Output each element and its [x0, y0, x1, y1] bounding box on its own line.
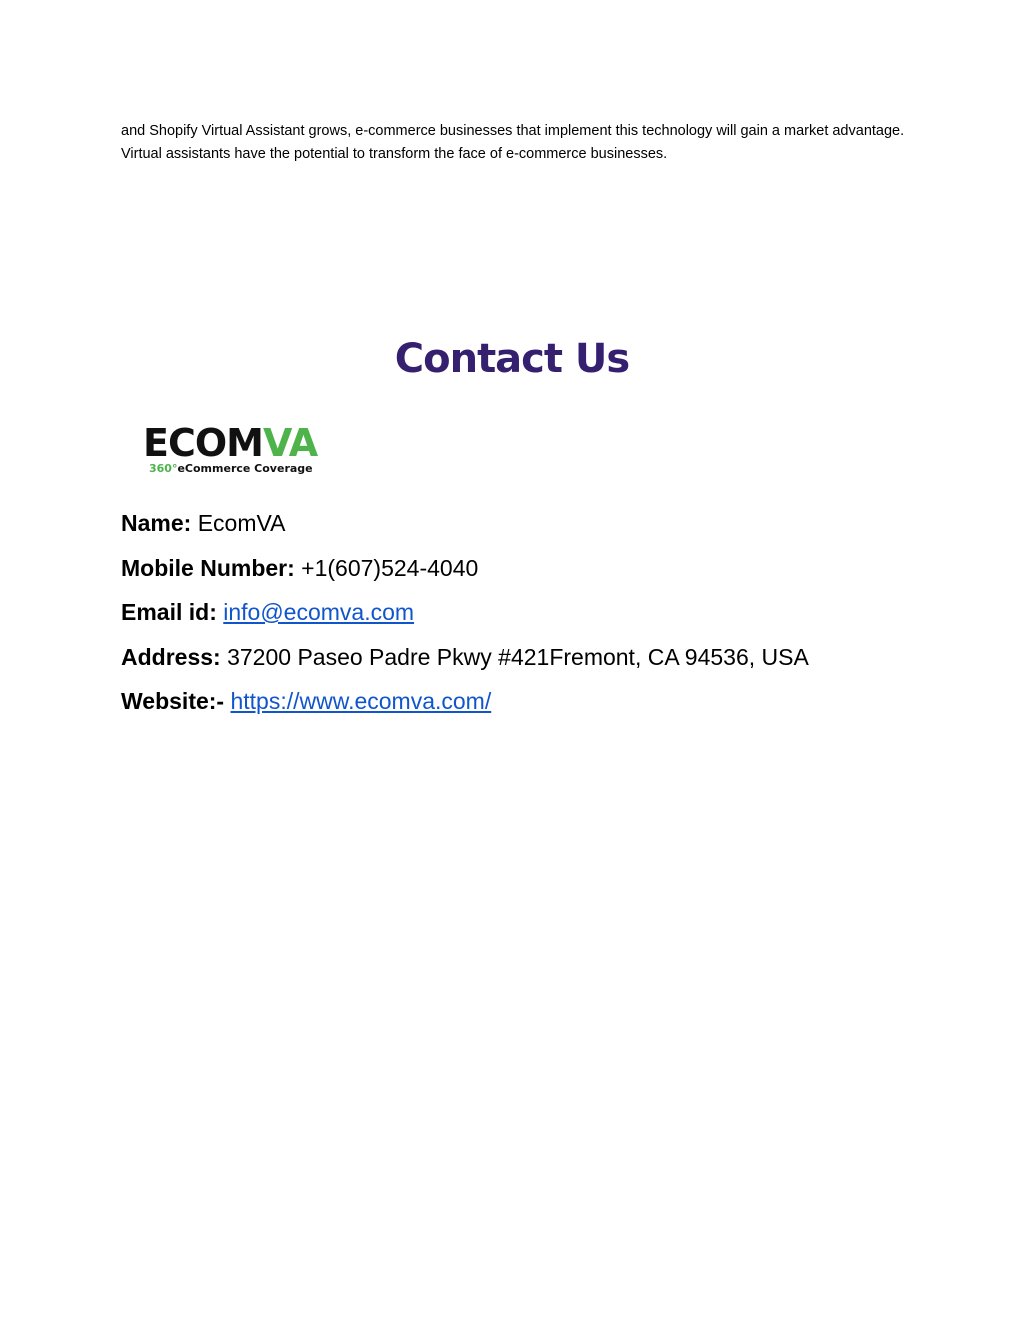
contact-heading: Contact Us — [394, 336, 630, 382]
name-row — [121, 508, 809, 538]
website-row — [121, 686, 809, 716]
logo-wordmark — [143, 421, 318, 465]
name-label: Name: — [121, 510, 192, 536]
email-label: Email id: — [121, 599, 217, 625]
logo-word-green: VA — [262, 421, 318, 465]
website-label: Website:- — [121, 688, 225, 714]
address-label: Address: — [121, 643, 221, 670]
address-value: 37200 Paseo Padre Pkwy #421Fremont, CA 94536, USA — [227, 643, 809, 670]
contact-details — [121, 508, 809, 731]
mobile-value: +1(607)524-4040 — [301, 554, 479, 581]
logo-tagline — [149, 462, 313, 475]
mobile-label: Mobile Number: — [121, 554, 295, 581]
email-link[interactable]: info@ecomva.com — [223, 599, 415, 625]
logo-word-dark: ECOM — [143, 421, 263, 465]
mobile-row — [121, 553, 809, 583]
website-link[interactable]: https://www.ecomva.com/ — [230, 688, 492, 714]
email-row — [121, 597, 809, 627]
ecomva-logo — [143, 421, 343, 478]
logo-tag-green: 360° — [149, 462, 178, 475]
name-value: EcomVA — [197, 510, 286, 536]
address-row — [121, 642, 809, 672]
intro-paragraph: and Shopify Virtual Assistant grows, e-commerce businesses that implement this technology will gain a market advantage. Virtual assistants have the potential to transform the face of e-commerce businesses. — [121, 123, 905, 162]
logo-tag-dark: eCommerce Coverage — [177, 462, 313, 475]
